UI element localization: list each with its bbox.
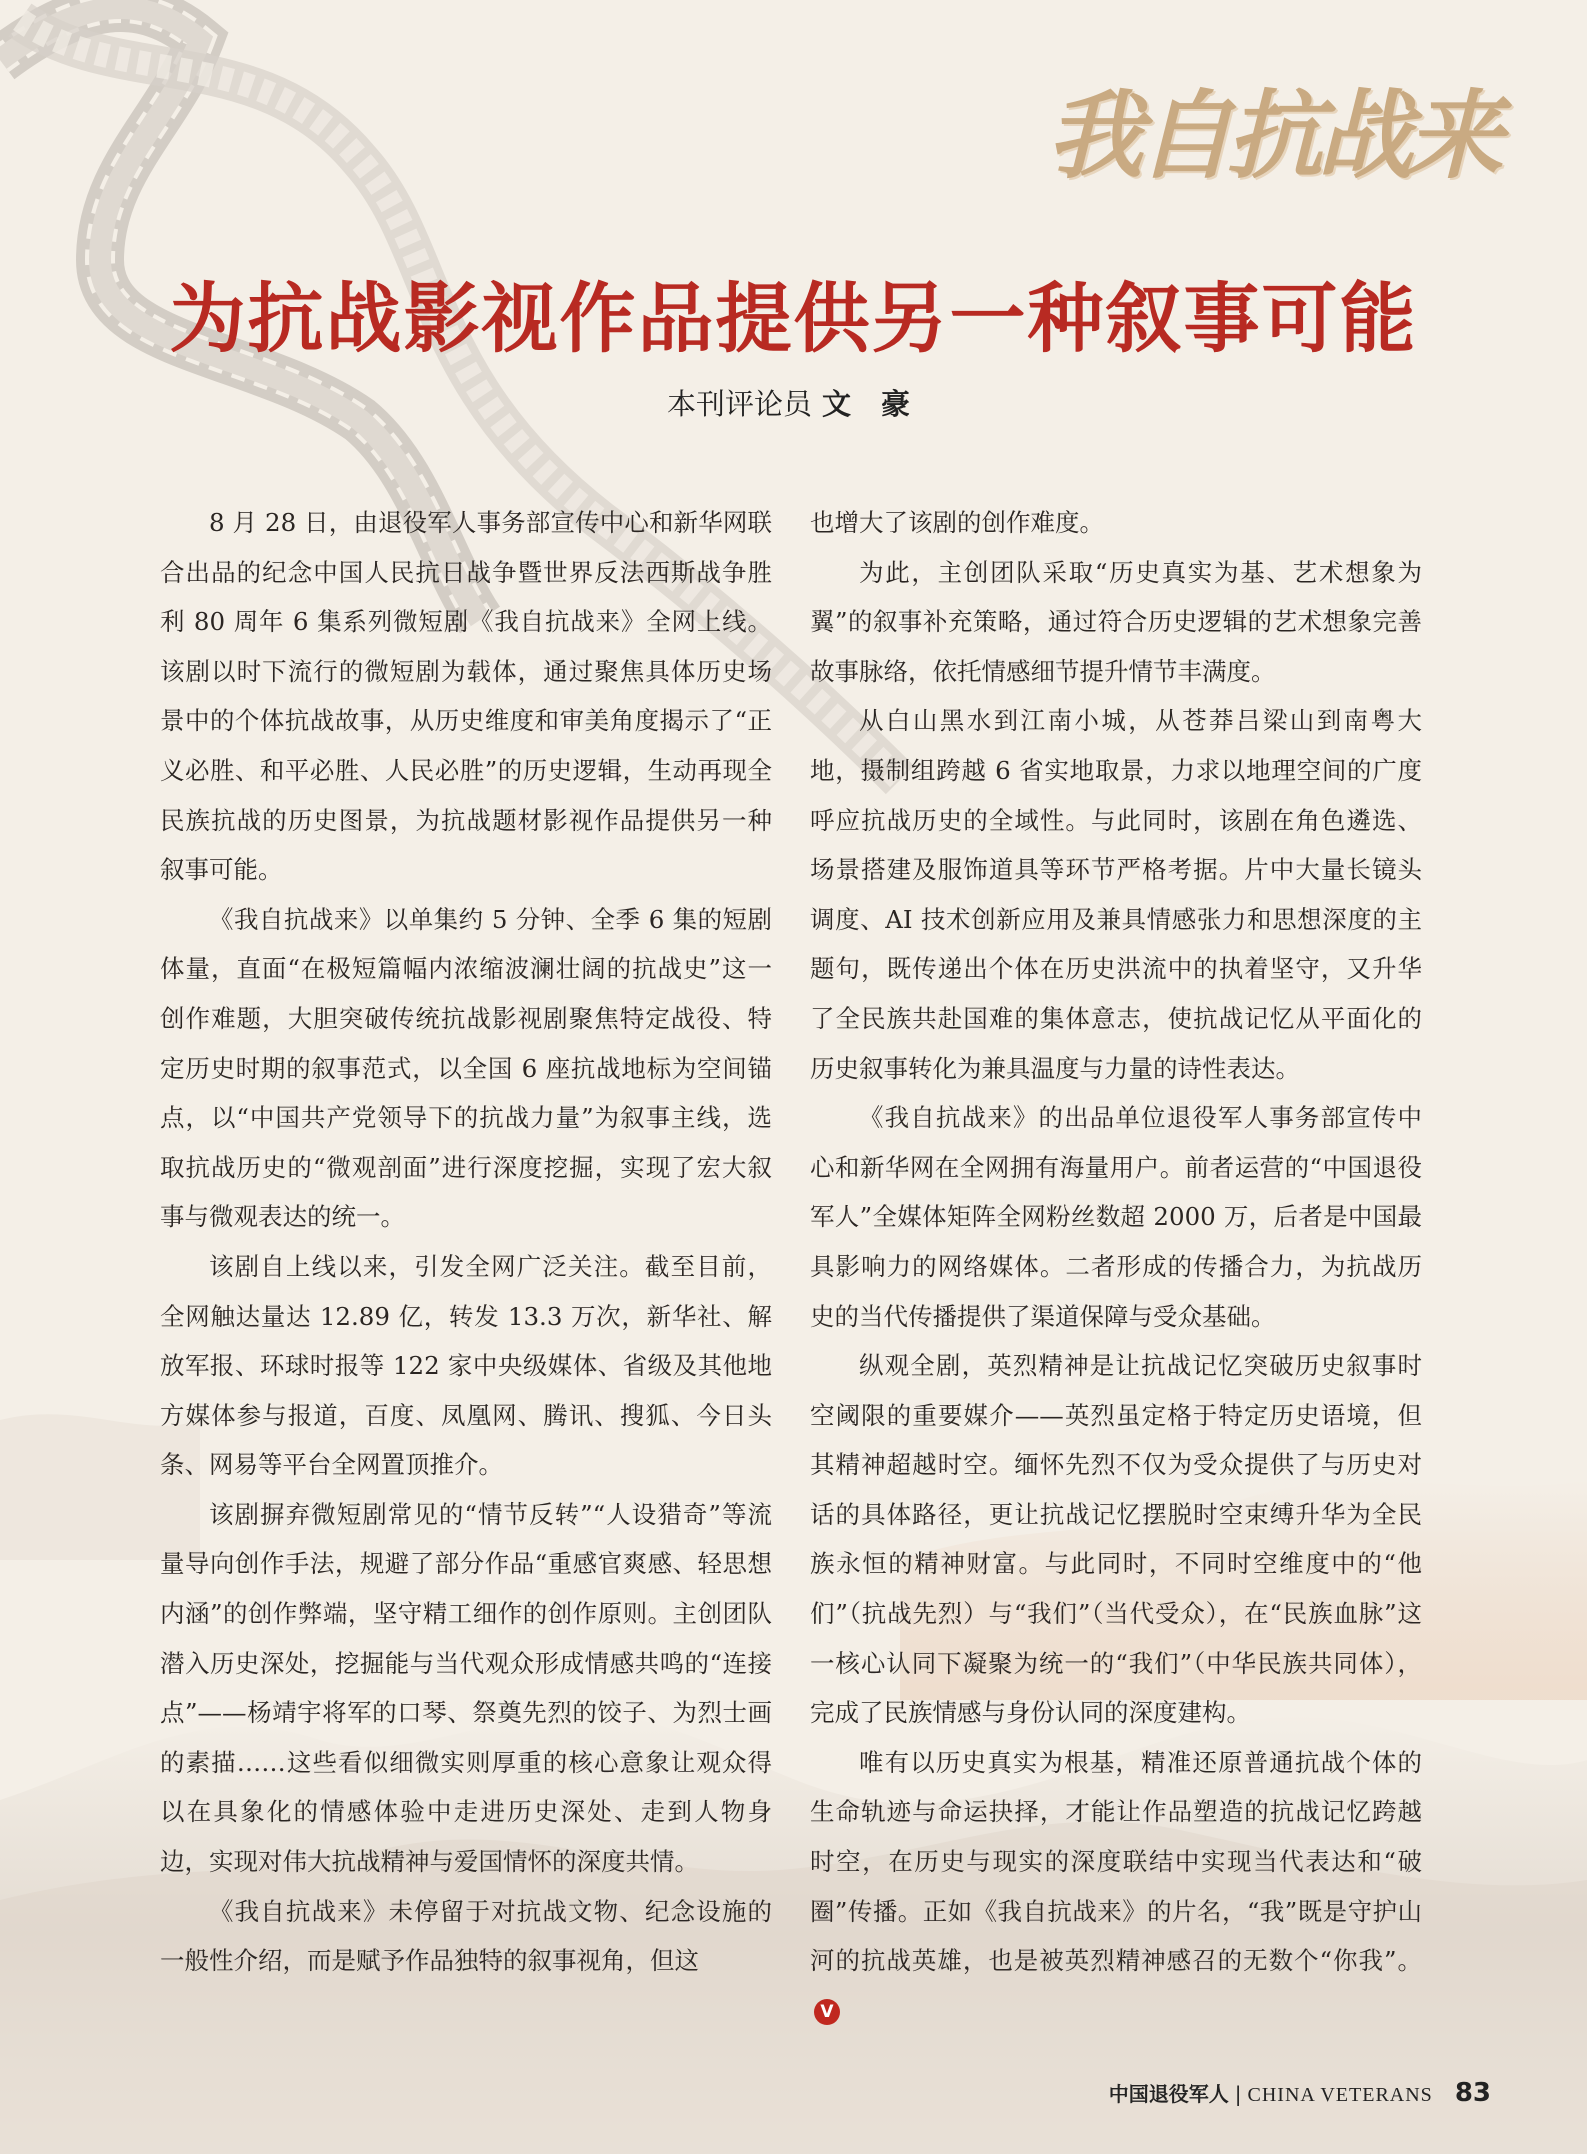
byline-role: 本刊评论员 <box>666 387 812 421</box>
paragraph: 该剧自上线以来，引发全网广泛关注。截至目前，全网触达量达 12.89 亿，转发 13.3 万次，新华社、解放军报、环球时报等 122 家中央级媒体、省级及其他地方媒体参与报道，百度、凤凰网、腾讯、搜狐、今日头条、网易等平台全网置顶推介。 <box>160 1251 772 1480</box>
footer-separator: | <box>1234 2082 1242 2106</box>
left-column <box>160 498 772 1986</box>
article-title: 为抗战影视作品提供另一种叙事可能 <box>169 274 1418 363</box>
right-column <box>810 498 1422 2035</box>
last-paragraph <box>810 1738 1422 2036</box>
end-mark-icon: V <box>814 1999 840 2025</box>
paragraph: 从白山黑水到江南小城，从苍莽吕梁山到南粤大地，摄制组跨越 6 省实地取景，力求以地理空间的广度呼应抗战历史的全域性。与此同时，该剧在角色遴选、场景搭建及服饰道具等环节严格考据。片中大量长镜头调度、AI 技术创新应用及兼具情感张力和思想深度的主题句，既传递出个体在历史洪流中的执着坚守，又升华了全民族共赴国难的集体意志，使抗战记忆从平面化的历史叙事转化为兼具温度与力量的诗性表达。 <box>810 706 1422 1083</box>
paragraph: 为此，主创团队采取“历史真实为基、艺术想象为翼”的叙事补充策略，通过符合历史逻辑的艺术想象完善故事脉络，依托情感细节提升情节丰满度。 <box>810 557 1422 686</box>
page-footer <box>1109 2078 1491 2108</box>
paragraph: 8 月 28 日，由退役军人事务部宣传中心和新华网联合出品的纪念中国人民抗日战争暨世界反法西斯战争胜利 80 周年 6 集系列微短剧《我自抗战来》全网上线。该剧以时下流行的微短剧为载体，通过聚焦具体历史场景中的个体抗战故事，从历史维度和审美角度揭示了“正义必胜、和平必胜、人民必胜”的历史逻辑，生动再现全民族抗战的历史图景，为抗战题材影视作品提供另一种叙事可能。 <box>160 508 772 885</box>
magazine-name: 中国退役军人 <box>1108 2082 1229 2106</box>
paragraph: 《我自抗战来》以单集约 5 分钟、全季 6 集的短剧体量，直面“在极短篇幅内浓缩波澜壮阔的抗战史”这一创作难题，大胆突破传统抗战影视剧聚焦特定战役、特定历史时期的叙事范式，以全国 6 座抗战地标为空间锚点，以“中国共产党领导下的抗战力量”为叙事主线，选取抗战历史的“微观剖面”进行深度挖掘，实现了宏大叙事与微观表达的统一。 <box>160 904 772 1232</box>
byline <box>0 382 1587 423</box>
paragraph: 《我自抗战来》的出品单位退役军人事务部宣传中心和新华网在全网拥有海量用户。前者运营的“中国退役军人”全媒体矩阵全网粉丝数超 2000 万，后者是中国最具影响力的网络媒体。二者形成的传播合力，为抗战历史的当代传播提供了渠道保障与受众基础。 <box>810 1103 1422 1331</box>
paragraph-continued: 也增大了该剧的创作难度。 <box>810 508 1104 537</box>
paragraph: 纵观全剧，英烈精神是让抗战记忆突破历史叙事时空阈限的重要媒介——英烈虽定格于特定历史语境，但其精神超越时空。缅怀先烈不仅为受众提供了与历史对话的具体路径，更让抗战记忆摆脱时空束缚升华为全民族永恒的精神财富。与此同时，不同时空维度中的“他们”（抗战先烈）与“我们”（当代受众），在“民族血脉”这一核心认同下凝聚为统一的“我们”（中华民族共同体），完成了民族情感与身份认同的深度建构。 <box>810 1351 1422 1728</box>
magazine-english-name: CHINA VETERANS <box>1247 2084 1433 2106</box>
column-logo: 我自抗战来 <box>1047 79 1497 192</box>
paragraph-text: 唯有以历史真实为根基，精准还原普通抗战个体的生命轨迹与命运抉择，才能让作品塑造的抗战记忆跨越时空，在历史与现实的深度联结中实现当代表达和“破圈”传播。正如《我自抗战来》的片名，“我”既是守护山河的抗战英雄，也是被英烈精神感召的无数个“你我”。 <box>810 1747 1422 1976</box>
paragraph: 《我自抗战来》未停留于对抗战文物、纪念设施的一般性介绍，而是赋予作品独特的叙事视角，但这 <box>160 1896 772 1976</box>
paragraph: 该剧摒弃微短剧常见的“情节反转”“人设猎奇”等流量导向创作手法，规避了部分作品“重感官爽感、轻思想内涵”的创作弊端，坚守精工细作的创作原则。主创团队潜入历史深处，挖掘能与当代观众形成情感共鸣的“连接点”——杨靖宇将军的口琴、祭奠先烈的饺子、为烈士画的素描……这些看似细微实则厚重的核心意象让观众得以在具象化的情感体验中走进历史深处、走到人物身边，实现对伟大抗战精神与爱国情怀的深度共情。 <box>160 1499 772 1877</box>
page-number: 83 <box>1454 2078 1491 2108</box>
byline-author: 文 豪 <box>821 387 921 421</box>
